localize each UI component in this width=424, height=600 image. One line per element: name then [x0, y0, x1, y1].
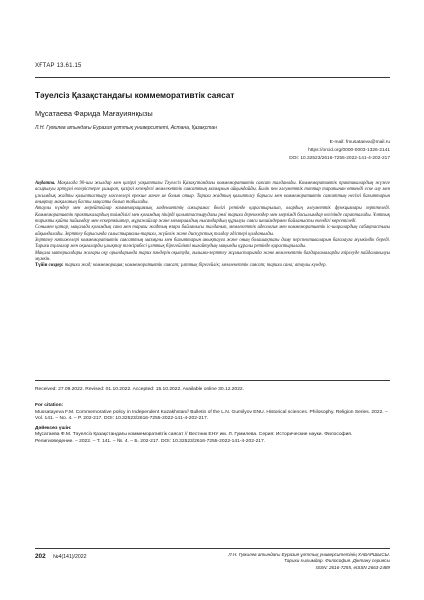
journal-info [228, 552, 390, 571]
author-affiliation: Л.Н. Гумилев атындағы Еуразия ұлттық университеті, Астана, Қазақстан [35, 125, 217, 131]
keywords-text: тарихи жад; коммеморация; коммеморативтік саясат; ұлттық бірегейлік; мемлекеттік саясат; тарихи сана; атаулы күндер. [64, 263, 327, 269]
page-number: 202 [35, 553, 46, 560]
keywords-paragraph [35, 263, 390, 269]
header-rule [35, 77, 390, 78]
abstract-paragraph-3: Сонымен қатар, мақалада қоғамдық сана мен тарихи жадтың өзара байланысы талданып, мемлекеттік идеология мен коммеморативтік іс-шаралардың сабақтастығы айқындалады. Зерттеу барысында салыстырмалы-тарихи, жүйелік және дискурстық талдау әдістері қолданылды. [35, 225, 390, 237]
abstract-paragraph-2: Атаулы күндер мен мерейтойлар коммеморациялық мәдениеттің ажырамас бөлігі ретінде қарастырылып, олардың әлеуметтік функциялары зерттеледі. Коммеморативтік практикалардың тиімділігі мен қоғамдық пікірді қалыптастырудағы рөлі тарихи дереккөздер мен мерзімді басылымдар негізінде сарапталады. Ұлттық тарихты қайта пайымдау мен ескерткіштер, мұражайлар және мемориалдық нысандардың құрылуы саяси шешімдермен байланысты екендігі көрсетіледі. [35, 206, 390, 225]
citation-block [35, 403, 390, 445]
citation-kz-heading: Дәйексөз үшін: [35, 425, 72, 431]
article-doi[interactable]: DOI: 10.32523/2616-7255-2022-141-4-202-217 [289, 155, 390, 161]
citation-kz-text: Мұсатаева Ф.М. Тәуелсіз Қазақстандағы коммеморативтік саясат // Вестник ЕНУ им. Л. Гумилева. Серия: Исторические науки. Философия. Религиоведение. – 2022. – Т. 141. – №. 4. – Б. 202-217. DOI: 10.32523/2616-7255-2022-141-4-202-217. [35, 432, 353, 444]
irstea-code: ХҒТАР 13.61.15 [35, 63, 82, 69]
abstract-rule [35, 380, 390, 381]
abstract-paragraph-4: Зерттеу нәтижелері коммеморативтік саясаттың мазмұны мен бағыттарын анықтауға және оның болашақтағы даму перспективаларын бағалауға мүмкіндік береді. Тарихи тұлғалар мен оқиғаларды ұлықтау тәжірибесі ұлттық бірегейлікті нығайтудың маңызды құралы ретінде қарастырылады. [35, 238, 390, 250]
abstract-text-1: Мақалада 90-шы жылдар мен қазіргі уақыттағы Тәуелсіз Қазақстандағы коммеморативтік саясат талданады. Коммеморативтік практикалардың жүзеге асырылуы әртүрлі өзгерістерге ұшырап, қазіргі кезеңдегі мемлекеттік саясаттың мазмұнын айқындайды. Билік пен әлеуметтік топтар тарапынан өткенді еске алу мен ұжымдық жадты қалыптастыру мәселелері ерекше мәнге ие болып отыр. Тарихи жадтың қалыптасу барысы мен коммеморативтік саясаттың негізгі бағыттарын анықтау мақаланың басты мақсаты болып табылады. [35, 181, 390, 206]
contacts-block [289, 139, 390, 162]
author-email[interactable]: E-mail: fmusataeva@mail.ru [329, 140, 390, 145]
journal-issn: ISSN: 2616-7255, eISSN 2663-2489 [315, 564, 390, 570]
abstract-paragraph-1 [35, 181, 390, 206]
journal-name: Л.Н. Гумилев атындағы Еуразия ұлттық университетінің ХАБАРШЫСЫ. [228, 552, 390, 557]
article-title: Тәуелсіз Қазақстандағы коммеморативтік саясат [35, 91, 235, 100]
citation-en-text: Mussatayeva F.M. Commemorative policy in Independent Kazakhstan// Bulletin of the L.N. Gumilyov ENU. Historical sciences. Philosophy. Religion Series. 2022. – Vol. 141. – No. 4. – P. 202-217. DOI: 10.32523/2616-7255-2022-141-4-202-217. [35, 409, 388, 421]
abstract-paragraph-5: Мақала материалдары жоғары оқу орындарында тарих пәндерін оқытуда, ғылыми-зерттеу жұмыстарында және мемлекеттік бағдарламаларды әзірлеуде пайдаланылуы мүмкін. [35, 250, 390, 263]
author-name: Мұсатаева Фарида Мағауиянқызы [35, 109, 153, 118]
author-orcid[interactable]: https://orcid.org/0000-0003-1326-2141 [308, 147, 390, 153]
journal-series: Тарихи ғылымдар. Философия. Дінтану сериясы [284, 558, 390, 564]
footer-rule [35, 548, 390, 549]
abstract-lead: Аңдатпа. [35, 181, 56, 186]
article-dates: Received: 27.09.2022. Revised: 01.10.2022. Accepted: 15.10.2022. Available online 30.12.2022. [35, 387, 245, 392]
abstract-block [35, 181, 390, 270]
issue-number: №4(141)/2022 [53, 554, 87, 560]
keywords-label: Түйін сөздер: [35, 263, 64, 269]
citation-en-heading: For citation: [35, 403, 64, 408]
